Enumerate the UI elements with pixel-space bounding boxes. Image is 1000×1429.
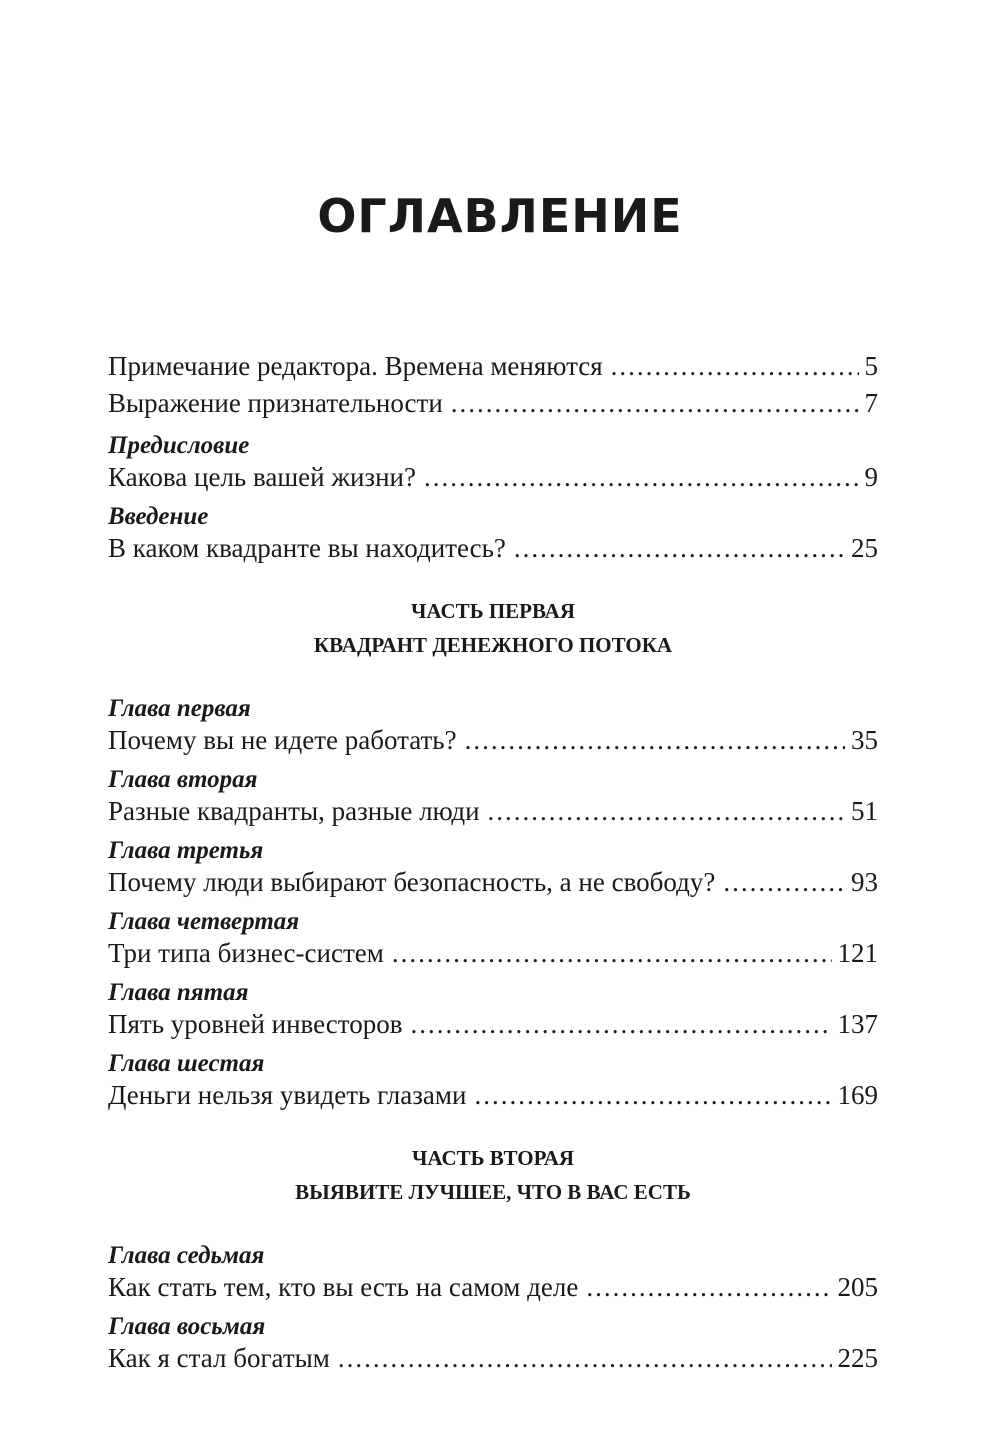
entry-title: В каком квадранте вы находитесь?: [108, 533, 506, 563]
entry-title: Примечание редактора. Времена меняются: [108, 351, 603, 381]
chapter-heading: Глава первая: [108, 695, 251, 722]
dot-leader: [514, 532, 845, 564]
part-two-header: [108, 1141, 878, 1209]
entry-title: Три типа бизнес-систем: [108, 938, 384, 968]
toc-entry-chapter-8[interactable]: [108, 1312, 878, 1374]
page-number: 9: [864, 462, 878, 492]
chapter-heading: Глава четвертая: [108, 908, 300, 935]
part-one-header: [108, 594, 878, 662]
toc-entry-introduction[interactable]: [108, 502, 878, 564]
toc-entry-chapter-5[interactable]: [108, 978, 878, 1040]
entry-title: Деньги нельзя увидеть глазами: [108, 1080, 467, 1110]
page-number: 7: [864, 388, 878, 418]
entry-title: Как стать тем, кто вы есть на самом деле: [108, 1272, 579, 1302]
page-number: 225: [837, 1343, 878, 1373]
part-title: ВЫЯВИТЕ ЛУЧШЕЕ, ЧТО В ВАС ЕСТЬ: [295, 1180, 691, 1204]
toc-entry-acknowledgements[interactable]: [108, 387, 878, 419]
dot-leader: [723, 866, 845, 898]
table-of-contents: [108, 350, 878, 1379]
dot-leader: [392, 937, 832, 969]
toc-entry-editor-note[interactable]: [108, 350, 878, 382]
section-heading: Введение: [108, 503, 209, 530]
entry-title: Почему вы не идете работать?: [108, 725, 457, 755]
page-number: 5: [864, 351, 878, 381]
page-number: 169: [837, 1080, 878, 1110]
chapter-heading: Глава вторая: [108, 766, 258, 793]
chapter-heading: Глава шестая: [108, 1050, 265, 1077]
toc-entry-chapter-7[interactable]: [108, 1241, 878, 1303]
dot-leader: [424, 461, 859, 493]
part-title: КВАДРАНТ ДЕНЕЖНОГО ПОТОКА: [313, 633, 673, 657]
page-number: 137: [837, 1009, 878, 1039]
toc-entry-chapter-1[interactable]: [108, 694, 878, 756]
dot-leader: [488, 795, 845, 827]
toc-entry-preface[interactable]: [108, 431, 878, 493]
page-number: 51: [851, 796, 878, 826]
entry-title: Выражение признательности: [108, 388, 443, 418]
dot-leader: [410, 1008, 831, 1040]
dot-leader: [465, 724, 845, 756]
dot-leader: [474, 1079, 831, 1111]
page-title: ОГЛАВЛЕНИЕ: [317, 189, 683, 243]
entry-title: Разные квадранты, разные люди: [108, 796, 480, 826]
page-number: 93: [851, 867, 878, 897]
dot-leader: [338, 1342, 832, 1374]
part-label: ЧАСТЬ ПЕРВАЯ: [410, 599, 576, 623]
entry-title: Как я стал богатым: [108, 1343, 330, 1373]
section-heading: Предисловие: [108, 432, 250, 459]
toc-entry-chapter-3[interactable]: [108, 836, 878, 898]
part-label: ЧАСТЬ ВТОРАЯ: [411, 1146, 575, 1170]
toc-entry-chapter-4[interactable]: [108, 907, 878, 969]
chapter-heading: Глава третья: [108, 837, 264, 864]
dot-leader: [611, 350, 859, 382]
entry-title: Какова цель вашей жизни?: [108, 462, 416, 492]
chapter-heading: Глава пятая: [108, 979, 249, 1006]
chapter-heading: Глава седьмая: [108, 1242, 265, 1269]
page-number: 121: [837, 938, 878, 968]
page-number: 35: [851, 725, 878, 755]
dot-leader: [586, 1271, 831, 1303]
page-number: 25: [851, 533, 878, 563]
entry-title: Пять уровней инвесторов: [108, 1009, 403, 1039]
chapter-heading: Глава восьмая: [108, 1313, 266, 1340]
page-number: 205: [837, 1272, 878, 1302]
entry-title: Почему люди выбирают безопасность, а не свободу?: [108, 867, 716, 897]
toc-entry-chapter-6[interactable]: [108, 1049, 878, 1111]
dot-leader: [451, 387, 859, 419]
toc-entry-chapter-2[interactable]: [108, 765, 878, 827]
